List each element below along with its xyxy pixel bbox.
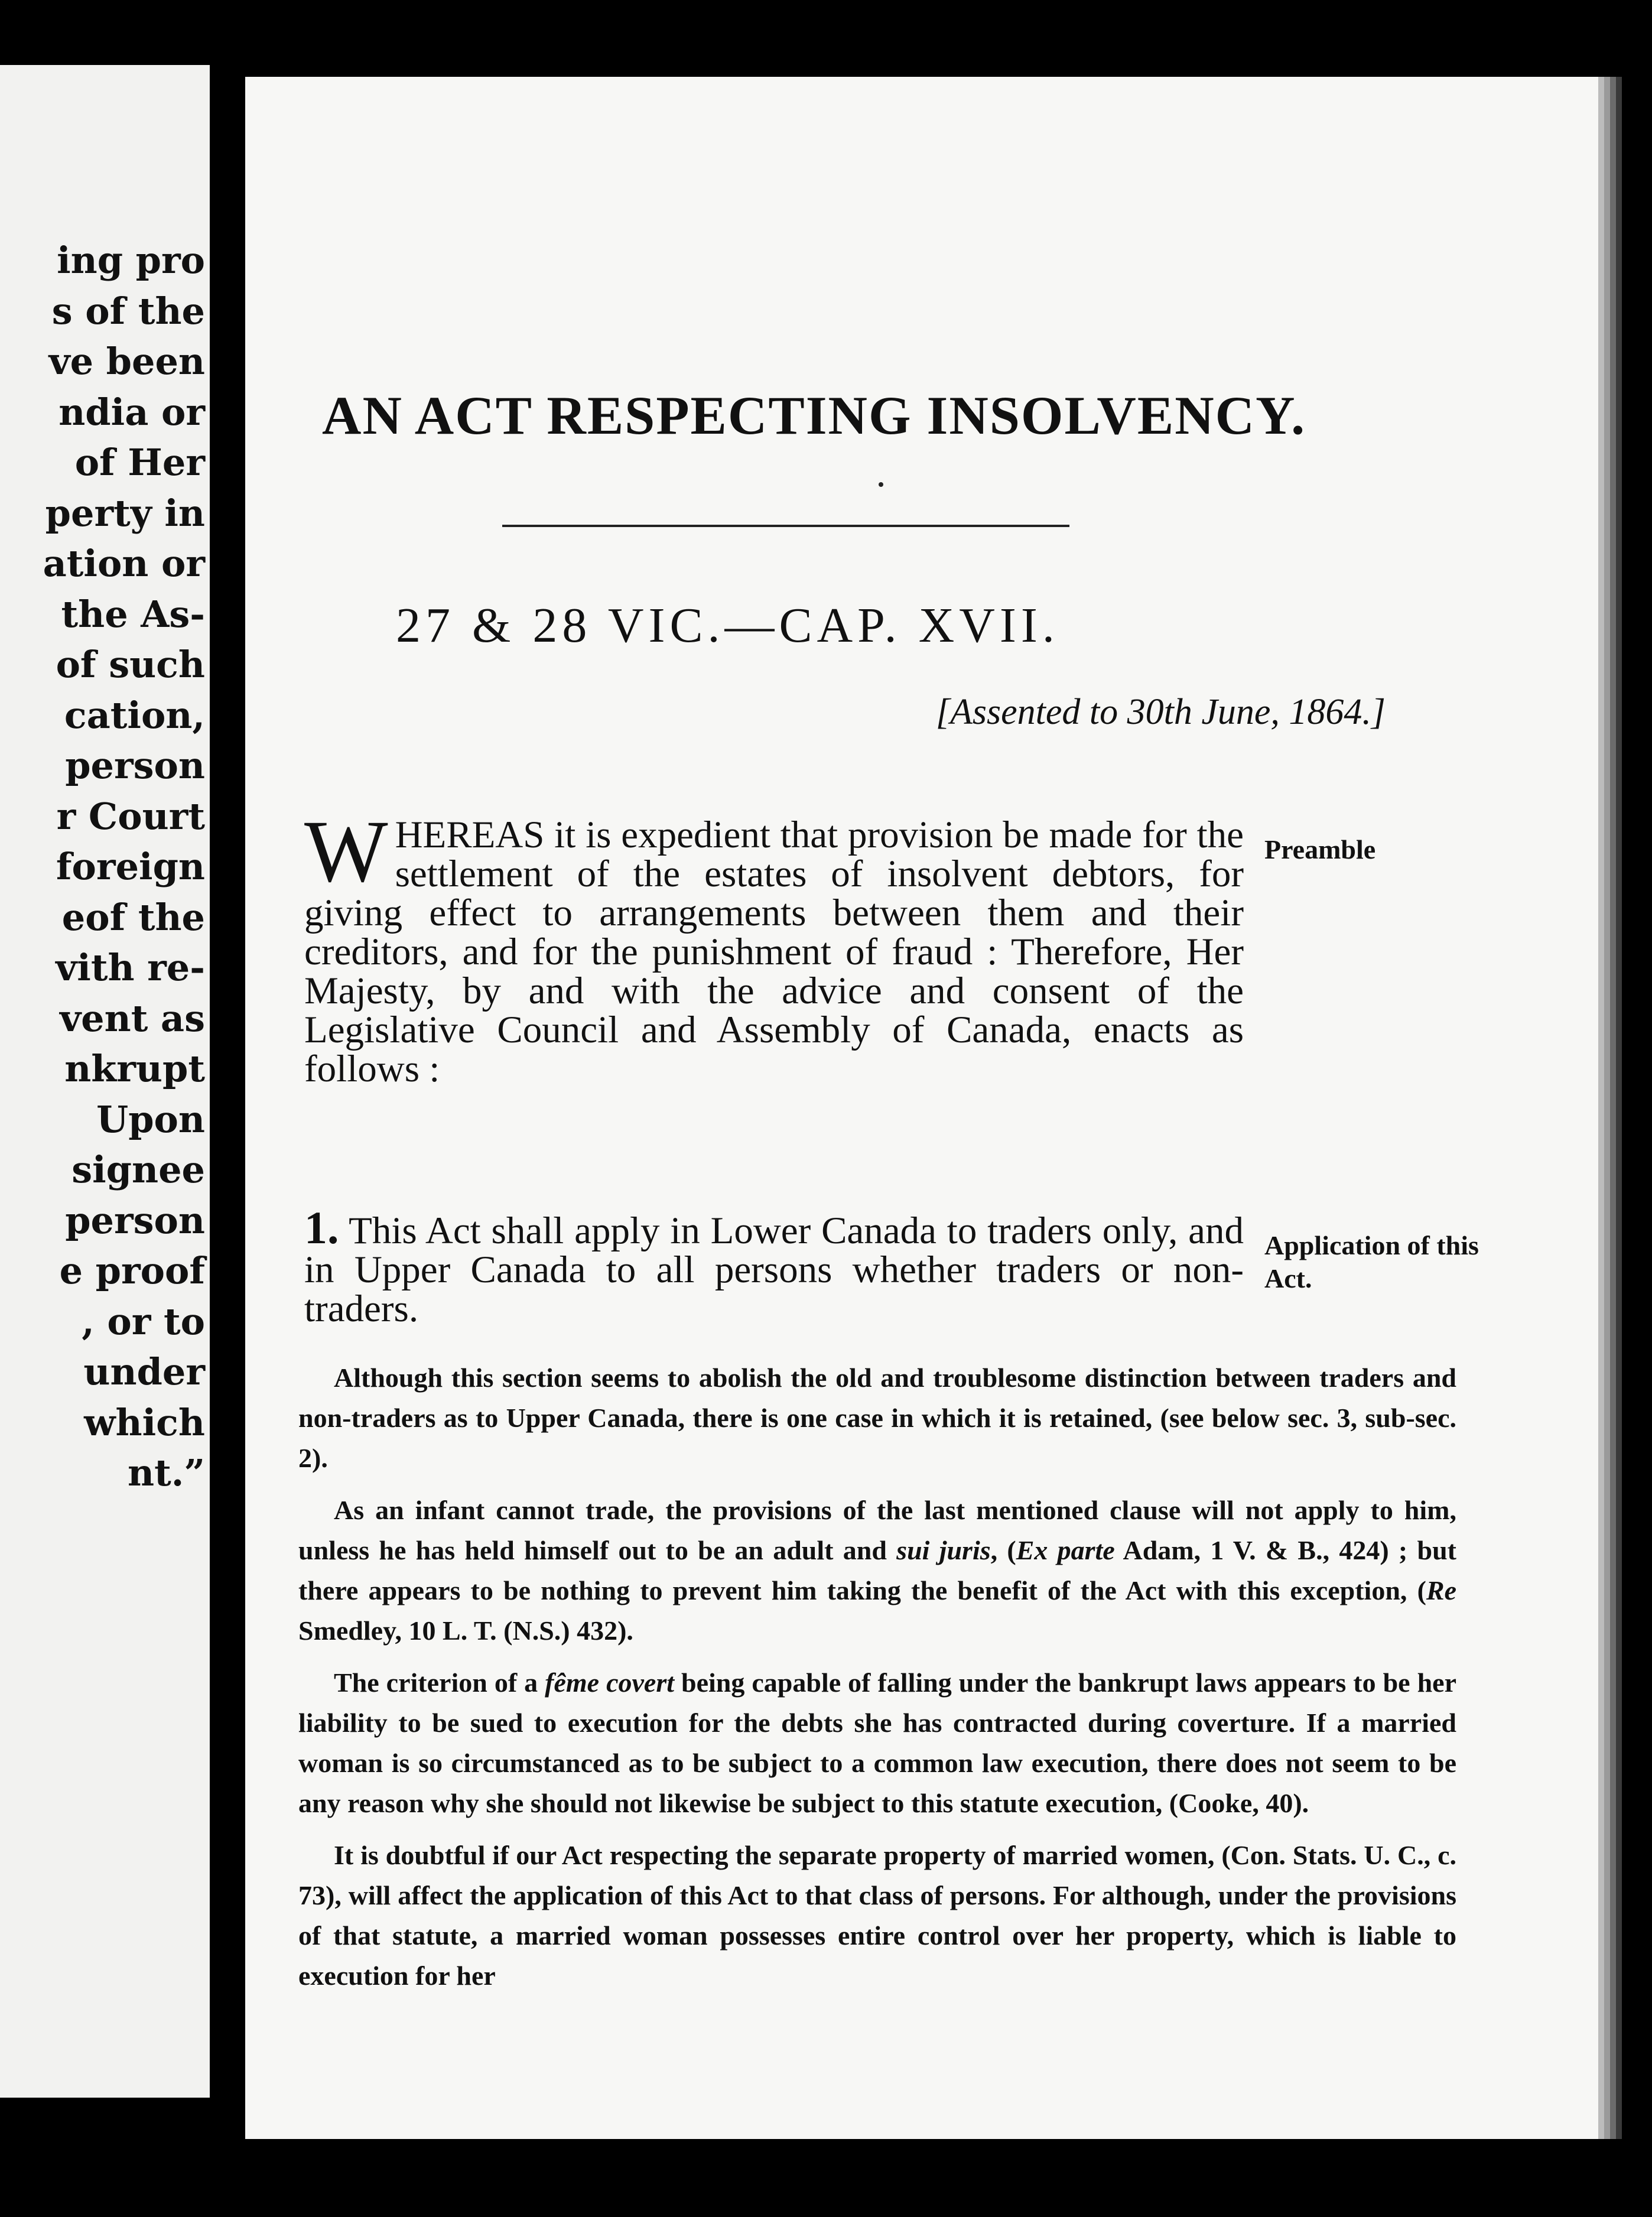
facing-page-line: r Court	[56, 794, 205, 838]
preamble-text: HEREAS it is expedient that provision be made for the settlement of the estates of insolvent debtors, for giving effect to arrangements between them and their creditors, and for the punishment of fraud : Therefore, Her Majesty, by and with the advice and consent of the Legislative Council and Assembly of Canada, enacts as follows :	[304, 814, 1244, 1090]
text-run: The criterion of a	[334, 1667, 545, 1698]
text-run: Adam, 1 V. & B., 424) ; but there appears to be nothing to prevent him taking the benefit of the Act with this exception, (	[298, 1535, 1456, 1605]
text-run: being capable of falling under the bankrupt laws appears to be her liability to be sued to execution for the debts she has contracted during coverture. If a married woman is so circumstanced as to be subject to a common law execution, there does not seem to be any reason why she should not likewise be subject to this statute execution, (Cooke, 40).	[298, 1667, 1456, 1818]
facing-page-line: eof the	[61, 895, 205, 939]
section-1-text: This Act shall apply in Lower Canada to traders only, and in Upper Canada to all persons whether traders or non-traders.	[304, 1210, 1244, 1330]
facing-page-line: vith re-	[56, 946, 205, 989]
section-1-paragraph	[304, 1202, 1244, 1330]
facing-page-line: , or to	[82, 1299, 205, 1343]
commentary-paragraph-2	[298, 1490, 1456, 1651]
facing-page-line: foreign	[56, 845, 205, 888]
commentary	[298, 1358, 1456, 2008]
facing-page-line: Upon	[96, 1097, 205, 1141]
facing-page-line: signee	[71, 1148, 205, 1191]
italic-run: Re	[1426, 1575, 1456, 1605]
ink-dot	[879, 482, 883, 487]
commentary-paragraph-4: It is doubtful if our Act respecting the separate property of married women, (Con. Stats. U. C., c. 73), will affect the application of this Act to that class of persons. For although, under the provisions of that statute, a married woman possesses entire control over her property, which is liable to execution for her	[298, 1840, 1456, 1991]
facing-page-line: ndia or	[58, 390, 205, 434]
facing-page-line: cation,	[64, 693, 205, 737]
facing-page	[0, 65, 210, 2098]
facing-page-line: ve been	[48, 340, 205, 383]
book-page	[245, 77, 1598, 2139]
facing-page-line: s of the	[51, 289, 205, 333]
commentary-paragraph-1: Although this section seems to abolish the old and troublesome distinction between traders and non-traders as to Upper Canada, there is one case in which it is retained, (see below sec. 3, sub-sec. 2).	[298, 1363, 1456, 1473]
italic-run: fême covert	[545, 1667, 675, 1698]
commentary-paragraph-3	[298, 1663, 1456, 1823]
facing-page-line: perty in	[45, 491, 205, 535]
text-run: , (	[990, 1535, 1016, 1565]
facing-page-line: nkrupt	[64, 1047, 205, 1090]
text-run: Smedley, 10 L. T. (N.S.) 432).	[298, 1615, 633, 1646]
facing-page-line: under	[83, 1350, 205, 1393]
facing-page-line: person	[65, 744, 205, 787]
facing-page-line: which	[84, 1400, 205, 1444]
facing-page-line: e proof	[59, 1249, 205, 1292]
drop-cap: W	[304, 802, 388, 901]
italic-run: Ex parte	[1016, 1535, 1115, 1565]
facing-page-line: ation or	[43, 542, 205, 585]
assent-date: [Assented to 30th June, 1864.]	[935, 692, 1386, 732]
chapter-heading: 27 & 28 VIC.—CAP. XVII.	[396, 598, 1059, 653]
page-title: AN ACT RESPECTING INSOLVENCY.	[322, 385, 1306, 446]
title-rule	[502, 525, 1069, 527]
facing-page-line: person	[65, 1198, 205, 1242]
section-number: 1.	[304, 1202, 339, 1253]
preamble-paragraph	[304, 802, 1244, 1090]
italic-run: sui juris	[896, 1535, 991, 1565]
margin-note-preamble: Preamble	[1264, 834, 1376, 864]
facing-page-line: the As-	[61, 592, 205, 636]
margin-note-application: Application of this Act.	[1264, 1230, 1479, 1293]
text-run: As an infant cannot trade, the provisions of the last mentioned clause will not apply to him, unless he has held himself out to be an adult and	[298, 1495, 1456, 1565]
facing-page-line: vent as	[60, 996, 205, 1040]
facing-page-line: of such	[56, 643, 205, 686]
facing-page-line: ing pro	[57, 239, 205, 282]
facing-page-line: of Her	[74, 441, 205, 484]
facing-page-line: nt.”	[128, 1451, 205, 1494]
